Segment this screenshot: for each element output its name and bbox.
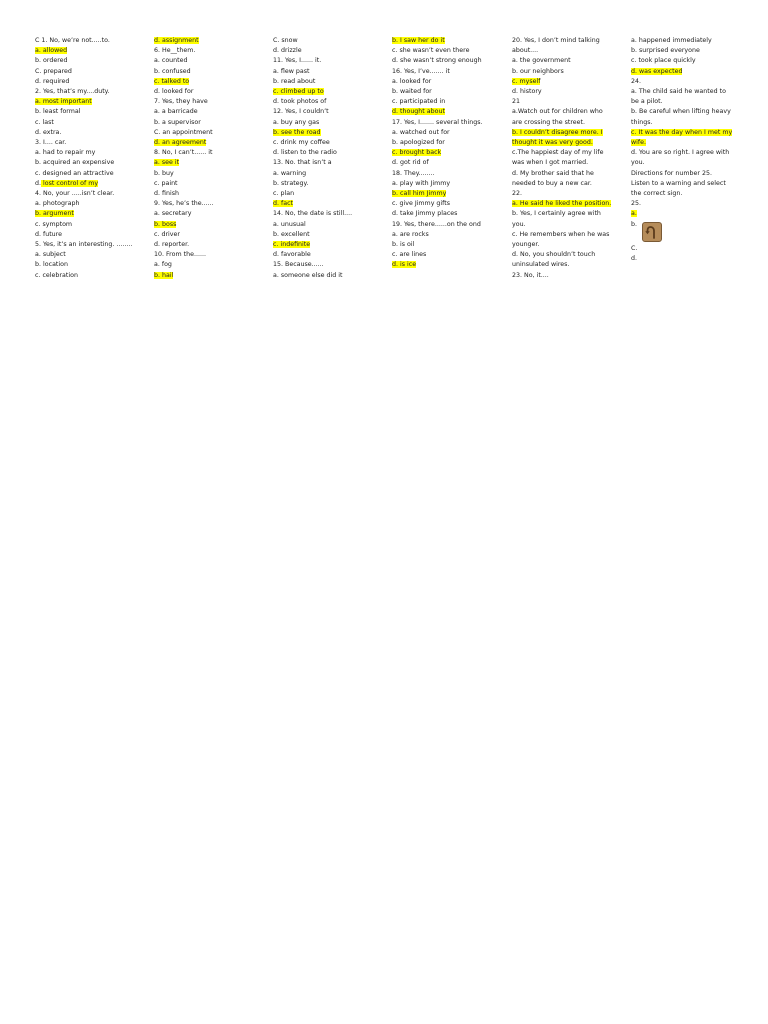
text-line (35, 271, 147, 281)
line-text: a. a barricade (154, 108, 198, 116)
line-text: b. ordered (35, 57, 68, 65)
text-line (392, 240, 504, 250)
line-text: c. give Jimmy gifts (392, 200, 451, 208)
highlighted-answer: b. hail (154, 271, 174, 279)
text-column-5 (512, 36, 624, 281)
highlighted-answer: c. It was the day when I met my (631, 128, 733, 136)
text-line (35, 56, 147, 66)
text-line (512, 77, 624, 87)
text-line (631, 169, 743, 179)
text-line (512, 97, 624, 107)
text-line (631, 199, 743, 209)
text-line (392, 46, 504, 56)
text-line (35, 97, 147, 107)
text-line (273, 36, 385, 46)
highlighted-answer: c. myself (512, 77, 541, 85)
line-text: d. future (35, 230, 62, 238)
line-text: a. someone else did it (273, 271, 343, 279)
text-line (392, 148, 504, 158)
highlighted-answer: c. brought back (392, 149, 442, 157)
text-line (35, 118, 147, 128)
text-line (35, 250, 147, 260)
line-text: b. apologized for (392, 139, 445, 147)
line-text: b. location (35, 261, 68, 269)
text-line (154, 220, 266, 230)
line-text: needed to buy a new car. (512, 179, 592, 187)
text-line (154, 87, 266, 97)
highlighted-answer: a. (631, 210, 637, 218)
line-text: b. (631, 220, 637, 228)
text-line (392, 230, 504, 240)
text-line (154, 138, 266, 148)
line-text: 3. I.... car. (35, 139, 67, 147)
line-text: b. confused (154, 67, 191, 75)
text-line (35, 199, 147, 209)
line-text: c. plan (273, 190, 295, 198)
text-line (392, 250, 504, 260)
line-text: 16. Yes, I’ve....... it (392, 67, 450, 75)
line-text: b. Yes, I certainly agree with (512, 210, 601, 218)
highlighted-answer: a. see it (154, 159, 180, 167)
line-text: 9. Yes, he’s the...... (154, 200, 214, 208)
text-line (154, 169, 266, 179)
line-text: you. (631, 159, 645, 167)
text-line (35, 169, 147, 179)
line-text: d. she wasn’t strong enough (392, 57, 482, 65)
text-line (512, 250, 624, 260)
text-line (154, 199, 266, 209)
text-line (154, 271, 266, 281)
text-line (154, 148, 266, 158)
text-line (154, 128, 266, 138)
line-text: 12. Yes, I couldn’t (273, 108, 329, 116)
line-text: c. symptom (35, 220, 73, 228)
highlighted-answer: a. He said he liked the position. (512, 200, 612, 208)
line-text: a. counted (154, 57, 188, 65)
line-text: c.The happiest day of my life (512, 149, 604, 157)
line-text: 14. No, the date is still.... (273, 210, 353, 218)
line-text: are crossing the street. (512, 118, 586, 126)
line-text: 22. (512, 190, 523, 198)
line-text: b. Be careful when lifting heavy (631, 108, 731, 116)
text-line (392, 138, 504, 148)
line-text: b. waited for (392, 88, 432, 96)
line-text: 20. Yes, I don’t mind talking (512, 37, 600, 44)
text-line (631, 220, 743, 244)
text-line (392, 128, 504, 138)
text-line (512, 189, 624, 199)
line-text: be a pilot. (631, 98, 663, 106)
line-text: b. acquired an expensive (35, 159, 115, 167)
text-line (273, 77, 385, 87)
text-line (154, 189, 266, 199)
text-line (273, 209, 385, 219)
line-text: c. celebration (35, 271, 78, 279)
line-text: about.... (512, 47, 539, 55)
text-line (512, 67, 624, 77)
line-text: a. warning (273, 169, 307, 177)
text-line (154, 97, 266, 107)
line-text: C. an appointment (154, 128, 213, 136)
line-text: d. history (512, 88, 542, 96)
text-line (631, 118, 743, 128)
text-line (392, 158, 504, 168)
line-text: C. snow (273, 37, 298, 44)
line-text: a. photograph (35, 200, 80, 208)
u-turn-arrow-sign-icon (642, 222, 662, 242)
text-line (392, 56, 504, 66)
text-line (392, 260, 504, 270)
highlighted-answer: d. is ice (392, 261, 417, 269)
text-line (273, 169, 385, 179)
line-text: d. take Jimmy places (392, 210, 458, 218)
text-line (273, 138, 385, 148)
highlighted-answer: c. indefinite (273, 241, 311, 249)
text-line (512, 46, 624, 56)
highlighted-answer: d. fact (273, 200, 294, 208)
text-column-6 (631, 36, 743, 264)
text-line (273, 118, 385, 128)
text-line (35, 230, 147, 240)
text-line (512, 230, 624, 240)
text-line (154, 46, 266, 56)
text-line (154, 158, 266, 168)
line-text: c. took place quickly (631, 57, 696, 65)
line-text: d. (35, 179, 41, 187)
text-line (273, 260, 385, 270)
line-text: a. play with Jimmy (392, 179, 451, 187)
text-line (392, 107, 504, 117)
text-line (35, 179, 147, 189)
text-line (273, 128, 385, 138)
line-text: 11. Yes, I...... it. (273, 57, 322, 65)
text-line (273, 158, 385, 168)
text-line (392, 67, 504, 77)
text-line (273, 199, 385, 209)
text-line (154, 230, 266, 240)
line-text: d. drizzle (273, 47, 302, 55)
text-line (631, 107, 743, 117)
highlighted-answer: c. climbed up to (273, 88, 324, 96)
text-line (35, 240, 147, 250)
text-line (631, 148, 743, 158)
line-text: 15. Because...... (273, 261, 324, 269)
highlighted-answer: d. was expected (631, 67, 683, 75)
highlighted-answer: d. an agreement (154, 139, 207, 147)
text-line (273, 230, 385, 240)
line-text: c. driver (154, 230, 180, 238)
text-line (631, 36, 743, 46)
text-line (35, 36, 147, 46)
text-line (512, 36, 624, 46)
line-text: d. You are so right. I agree with (631, 149, 730, 157)
line-text: c. paint (154, 179, 178, 187)
text-line (273, 271, 385, 281)
text-line (154, 240, 266, 250)
text-line (512, 107, 624, 117)
highlighted-answer: wife. (631, 139, 646, 147)
highlighted-answer: b. boss (154, 220, 177, 228)
line-text: 5. Yes, it’s an interesting. ........ (35, 241, 133, 249)
text-line (392, 87, 504, 97)
text-line (273, 56, 385, 66)
text-line (35, 46, 147, 56)
line-text: d. extra. (35, 128, 62, 136)
text-line (154, 118, 266, 128)
line-text: d. required (35, 77, 70, 85)
line-text: a. flew past (273, 67, 310, 75)
text-line (35, 189, 147, 199)
line-text: 21 (512, 98, 521, 106)
text-line (154, 36, 266, 46)
line-text: b. excellent (273, 230, 310, 238)
highlighted-answer: b. I couldn’t disagree more. I (512, 128, 603, 136)
line-text: d. finish (154, 190, 179, 198)
line-text: 25. (631, 200, 642, 208)
text-line (512, 158, 624, 168)
highlighted-answer: b. I saw her do it (392, 37, 445, 44)
text-line (392, 179, 504, 189)
text-line (154, 260, 266, 270)
text-line (631, 87, 743, 97)
text-line (35, 209, 147, 219)
line-text: b. surprised everyone (631, 47, 700, 55)
line-text: b. is oil (392, 241, 415, 249)
text-line (35, 128, 147, 138)
text-line (512, 179, 624, 189)
line-text: 2. Yes, that’s my....duty. (35, 88, 110, 96)
text-line (512, 56, 624, 66)
text-line (273, 220, 385, 230)
text-line (631, 128, 743, 138)
text-line (154, 179, 266, 189)
text-line (631, 77, 743, 87)
line-text: 10. From the...... (154, 251, 206, 259)
text-line (273, 87, 385, 97)
line-text: a. the government (512, 57, 571, 65)
line-text: d. took photos of (273, 98, 327, 106)
line-text: b. a supervisor (154, 118, 201, 126)
highlighted-answer: a. allowed (35, 47, 68, 55)
text-line (35, 138, 147, 148)
text-line (512, 118, 624, 128)
line-text: d. My brother said that he (512, 169, 594, 177)
text-line (392, 169, 504, 179)
text-line (273, 97, 385, 107)
text-line (273, 46, 385, 56)
text-line (392, 36, 504, 46)
text-line (512, 128, 624, 138)
line-text: 4. No, your .....isn’t clear. (35, 190, 115, 198)
line-text: b. least formal (35, 108, 81, 116)
line-text: d. (631, 254, 637, 262)
line-text: d. looked for (154, 88, 194, 96)
line-text: C. prepared (35, 67, 72, 75)
text-line (154, 56, 266, 66)
line-text: 19. Yes, there......on the ond (392, 220, 481, 228)
text-line (392, 220, 504, 230)
text-line (392, 209, 504, 219)
text-line (273, 148, 385, 158)
line-text: Listen to a warning and select (631, 179, 726, 187)
line-text: Directions for number 25. (631, 169, 712, 177)
highlighted-answer: d. assignment (154, 37, 199, 44)
text-column-4 (392, 36, 504, 271)
text-line (631, 189, 743, 199)
highlighted-answer: b. argument (35, 210, 74, 218)
highlighted-answer: d. thought about (392, 108, 445, 116)
line-text: you. (512, 220, 526, 228)
line-text: younger. (512, 241, 540, 249)
text-line (35, 158, 147, 168)
text-line (273, 67, 385, 77)
text-line (512, 240, 624, 250)
text-line (154, 77, 266, 87)
line-text: uninsulated wires. (512, 261, 570, 269)
text-line (512, 260, 624, 270)
text-line (273, 240, 385, 250)
line-text: d. No, you shouldn’t touch (512, 251, 596, 259)
text-line (273, 189, 385, 199)
line-text: b. read about (273, 77, 316, 85)
text-line (631, 46, 743, 56)
text-line (35, 148, 147, 158)
text-line (392, 77, 504, 87)
line-text: c. designed an attractive (35, 169, 114, 177)
line-text: 24. (631, 77, 642, 85)
text-column-3 (273, 36, 385, 281)
text-line (35, 260, 147, 270)
line-text: d. favorable (273, 251, 311, 259)
text-line (392, 118, 504, 128)
line-text: c. He remembers when he was (512, 230, 610, 238)
line-text: c. drink my coffee (273, 139, 330, 147)
highlighted-answer: a. most important (35, 98, 92, 106)
line-text: a. had to repair my (35, 149, 96, 157)
text-line (35, 77, 147, 87)
line-text: C 1. No, we’re not.....to. (35, 37, 110, 44)
text-line (631, 56, 743, 66)
text-line (631, 209, 743, 219)
line-text: a. watched out for (392, 128, 450, 136)
text-line (512, 209, 624, 219)
text-line (512, 138, 624, 148)
highlighted-answer: thought it was very good. (512, 139, 593, 147)
text-line (273, 250, 385, 260)
line-text: 7. Yes, they have (154, 98, 208, 106)
line-text: a. The child said he wanted to (631, 88, 726, 96)
line-text: c. are lines (392, 251, 427, 259)
text-line (392, 189, 504, 199)
text-line (512, 271, 624, 281)
line-text: 13. No. that isn’t a (273, 159, 332, 167)
text-column-2 (154, 36, 266, 281)
text-line (154, 250, 266, 260)
highlighted-answer: b. see the road (273, 128, 321, 136)
line-text: d. listen to the radio (273, 149, 337, 157)
line-text: was when I got married. (512, 159, 589, 167)
line-text: c. participated in (392, 98, 446, 106)
text-line (512, 169, 624, 179)
line-text: C. (631, 244, 638, 252)
line-text: a. subject (35, 251, 66, 259)
text-line (392, 199, 504, 209)
text-column-1 (35, 36, 147, 281)
highlighted-answer: b. call him Jimmy (392, 190, 447, 198)
line-text: 6. He__them. (154, 47, 196, 55)
line-text: 8. No, I can’t...... it (154, 149, 213, 157)
text-line (35, 67, 147, 77)
text-line (35, 87, 147, 97)
line-text: 18. They........ (392, 169, 435, 177)
line-text: a. buy any gas (273, 118, 320, 126)
line-text: 23. No, it.... (512, 271, 549, 279)
line-text: a. are rocks (392, 230, 429, 238)
text-line (631, 138, 743, 148)
line-text: b. buy (154, 169, 174, 177)
line-text: a. fog (154, 261, 172, 269)
line-text: b. our neighbors (512, 67, 564, 75)
highlighted-answer: c. talked to (154, 77, 190, 85)
line-text: things. (631, 118, 653, 126)
line-text: the correct sign. (631, 190, 683, 198)
line-text: d. reporter. (154, 241, 190, 249)
text-line (512, 199, 624, 209)
line-text: c. last (35, 118, 54, 126)
text-line (631, 97, 743, 107)
text-line (154, 67, 266, 77)
line-text: 17. Yes, I....... several things. (392, 118, 483, 126)
text-line (154, 209, 266, 219)
text-line (154, 107, 266, 117)
text-line (392, 97, 504, 107)
text-line (512, 87, 624, 97)
text-line (273, 107, 385, 117)
line-text: b. strategy. (273, 179, 309, 187)
text-line (512, 220, 624, 230)
text-line (631, 244, 743, 254)
text-line (631, 254, 743, 264)
line-text: d. got rid of (392, 159, 429, 167)
text-line (273, 179, 385, 189)
highlighted-answer: lost control of my (41, 179, 99, 187)
text-line (631, 179, 743, 189)
line-text: a. looked for (392, 77, 432, 85)
text-line (631, 67, 743, 77)
line-text: c. she wasn’t even there (392, 47, 470, 55)
text-line (631, 158, 743, 168)
line-text: a. happened immediately (631, 37, 712, 44)
line-text: a. secretary (154, 210, 192, 218)
line-text: a.Watch out for children who (512, 108, 603, 116)
text-line (512, 148, 624, 158)
line-text: a. unusual (273, 220, 306, 228)
text-line (35, 107, 147, 117)
text-line (35, 220, 147, 230)
